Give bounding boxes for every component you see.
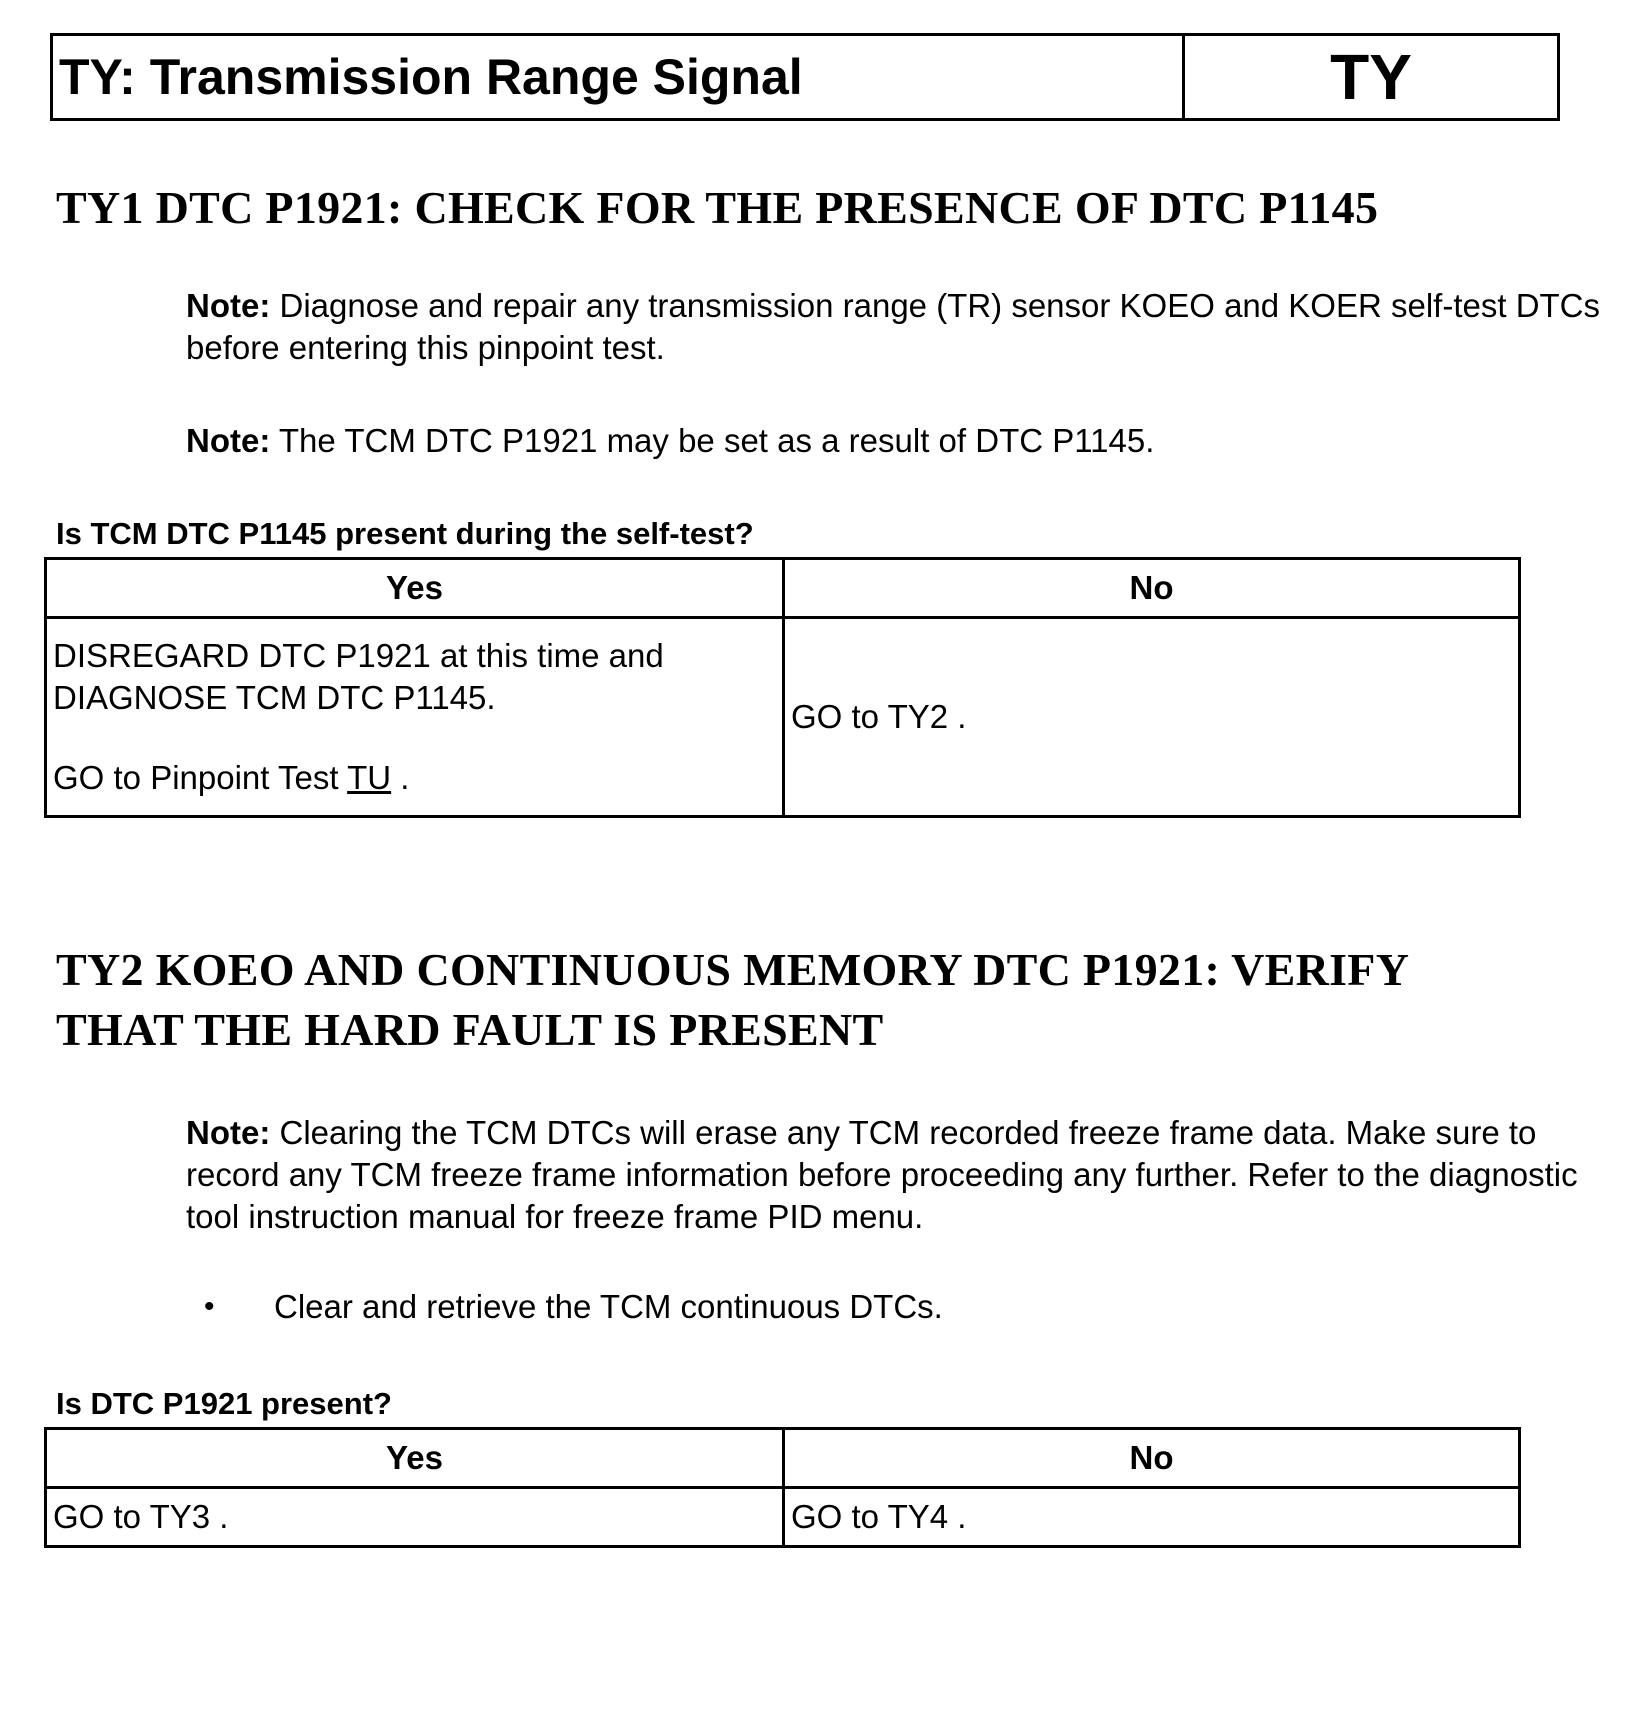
yes-cell: GO to TY3 . bbox=[46, 1488, 784, 1547]
goto-suffix: . bbox=[391, 759, 410, 796]
bullet-text: Clear and retrieve the TCM continuous DTCs. bbox=[274, 1288, 943, 1325]
no-column-header: No bbox=[784, 1429, 1520, 1488]
yes-cell-goto bbox=[53, 757, 776, 799]
table-row bbox=[46, 618, 1520, 817]
note-text: The TCM DTC P1921 may be set as a result of DTC P1145. bbox=[270, 422, 1155, 459]
goto-prefix: GO to Pinpoint Test bbox=[53, 759, 348, 796]
step-ty2-note bbox=[186, 1112, 1626, 1238]
step-ty2-bullet bbox=[204, 1286, 943, 1328]
yes-cell bbox=[46, 618, 784, 817]
table-header-row bbox=[46, 559, 1520, 618]
step-ty2-heading-line: TY2 KOEO AND CONTINUOUS MEMORY DTC P1921: VERIFY bbox=[56, 944, 1410, 995]
step-ty1-question: Is TCM DTC P1145 present during the self-test? bbox=[56, 516, 754, 551]
pinpoint-test-tu-link[interactable]: TU bbox=[347, 759, 392, 796]
step-ty1-heading: TY1 DTC P1921: CHECK FOR THE PRESENCE OF DTC P1145 bbox=[56, 182, 1379, 233]
page-title: TY: Transmission Range Signal bbox=[53, 36, 1185, 118]
step-ty1-note-2 bbox=[186, 420, 1626, 462]
note-label: Note: bbox=[186, 1114, 271, 1151]
cell-spacer bbox=[53, 719, 776, 757]
note-label: Note: bbox=[186, 422, 271, 459]
yes-cell-line: DISREGARD DTC P1921 at this time and bbox=[53, 637, 664, 674]
yes-column-header: Yes bbox=[46, 1429, 784, 1488]
step-ty1-answer-table bbox=[44, 557, 1521, 818]
step-ty2-heading-line: THAT THE HARD FAULT IS PRESENT bbox=[56, 1004, 884, 1055]
step-ty2-heading bbox=[56, 940, 1409, 1060]
header-box bbox=[50, 33, 1560, 121]
step-ty1-note-1 bbox=[186, 285, 1626, 369]
yes-column-header: Yes bbox=[46, 559, 784, 618]
table-row bbox=[46, 1488, 1520, 1547]
step-ty2-answer-table bbox=[44, 1427, 1521, 1548]
no-cell: GO to TY2 . bbox=[784, 618, 1520, 817]
no-column-header: No bbox=[784, 559, 1520, 618]
note-label: Note: bbox=[186, 287, 271, 324]
table-header-row bbox=[46, 1429, 1520, 1488]
note-text: Clearing the TCM DTCs will erase any TCM recorded freeze frame data. Make sure to record any TCM freeze frame information before proceeding any further. Refer to the diagnostic tool instruction manual for freeze frame PID menu. bbox=[186, 1114, 1578, 1235]
step-ty2-question: Is DTC P1921 present? bbox=[56, 1386, 392, 1421]
bullet-icon: • bbox=[204, 1290, 215, 1323]
no-cell: GO to TY4 . bbox=[784, 1488, 1520, 1547]
note-text: Diagnose and repair any transmission range (TR) sensor KOEO and KOER self-test DTCs before entering this pinpoint test. bbox=[186, 287, 1601, 366]
yes-cell-line: DIAGNOSE TCM DTC P1145. bbox=[53, 679, 496, 716]
section-code: TY bbox=[1330, 41, 1412, 113]
